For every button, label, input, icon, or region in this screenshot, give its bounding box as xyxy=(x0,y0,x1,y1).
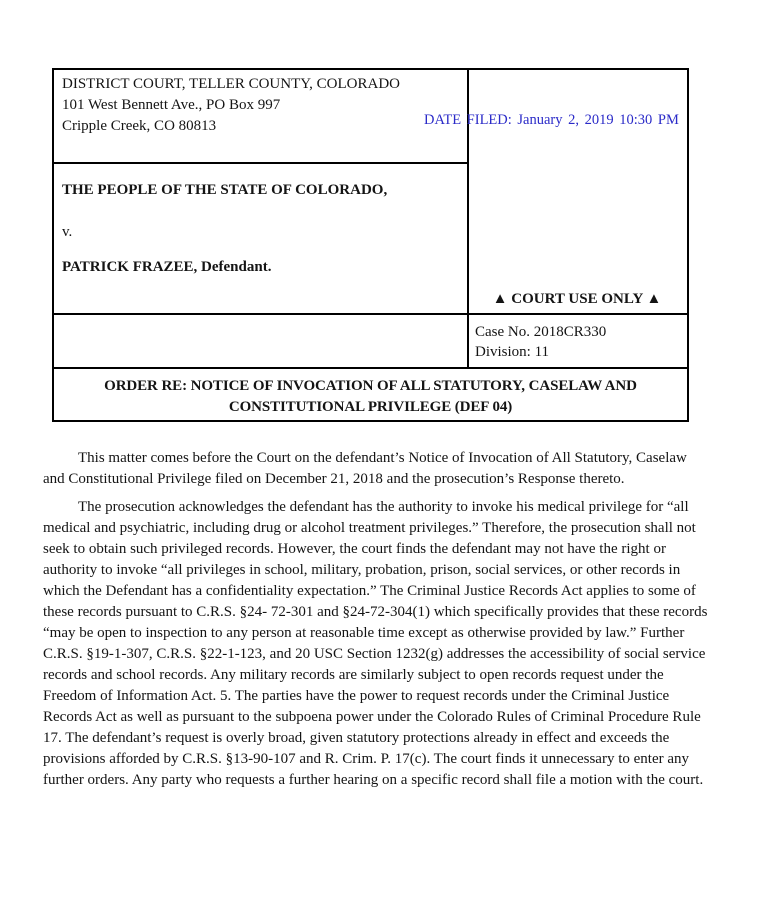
division-number: Division: 11 xyxy=(475,344,550,360)
versus-label: v. xyxy=(62,224,73,240)
body-paragraph-1: This matter comes before the Court on the defendant’s Notice of Invocation of All Statutory, Caselaw and Constitutional Privilege filed on December 21, 2018 and the prosecution’s Response thereto. xyxy=(43,450,687,487)
body-paragraph-2: The prosecution acknowledges the defendant has the authority to invoke his medical privilege for “all medical and psychiatric, including drug or alcohol treatment privileges.” Therefore, the prosecution shall not seek to obtain such privileged records. However, the court finds the defendant may not have the right or authority to invoke “all privileges in school, military, probation, prison, social services, or other records in which the Defendant has a confidentiality expectation.” The Criminal Justice Records Act applies to some of these records pursuant to C.R.S. §24- 72-301 and §24-72-304(1) which specifically provides that these records “may be open to inspection to any person at reasonable time except as otherwise provided by law.” Further C.R.S. §19-1-307, C.R.S. §22-1-123, and 20 USC Section 1232(g) addresses the accessibility of social service records and school records. Any military records are similarly subject to open records request under the Freedom of Information Act. 5. The parties have the power to request records under the Criminal Justice Records Act as well as pursuant to the subpoena power under the Colorado Rules of Criminal Procedure Rule 17. The defendant’s request is overly broad, given statutory protections already in effect and exceeds the provisions afforded by C.R.S. §13-90-107 and R. Crim. P. 17(c). The court finds it unnecessary to enter any further orders. Any party who requests a further hearing on a specific record shall file a motion with the court. xyxy=(43,499,708,788)
order-body xyxy=(43,448,711,791)
court-address: 101 West Bennett Ave., PO Box 997 xyxy=(62,97,281,113)
order-title-line1: ORDER RE: NOTICE OF INVOCATION OF ALL STATUTORY, CASELAW AND xyxy=(104,378,637,394)
court-info-block xyxy=(62,74,400,137)
order-title-line2: CONSTITUTIONAL PRIVILEGE (DEF 04) xyxy=(228,399,513,415)
table-row-divider-case-number xyxy=(54,367,687,369)
court-city-state-zip: Cripple Creek, CO 80813 xyxy=(62,118,217,134)
case-number: Case No. 2018CR330 xyxy=(475,324,607,340)
case-info-block xyxy=(475,322,606,362)
order-title xyxy=(54,376,687,418)
table-row-divider-court-info xyxy=(54,162,467,164)
court-name: DISTRICT COURT, TELLER COUNTY, COLORADO xyxy=(62,76,400,92)
date-filed-stamp: DATE FILED: January 2, 2019 10:30 PM xyxy=(424,112,679,128)
case-caption-table xyxy=(52,68,689,422)
defendant-name: PATRICK FRAZEE, Defendant. xyxy=(62,259,272,275)
plaintiff-name: THE PEOPLE OF THE STATE OF COLORADO, xyxy=(62,182,388,198)
table-row-divider-court-use xyxy=(54,313,687,315)
court-use-only-label: ▲ COURT USE ONLY ▲ xyxy=(492,291,662,307)
